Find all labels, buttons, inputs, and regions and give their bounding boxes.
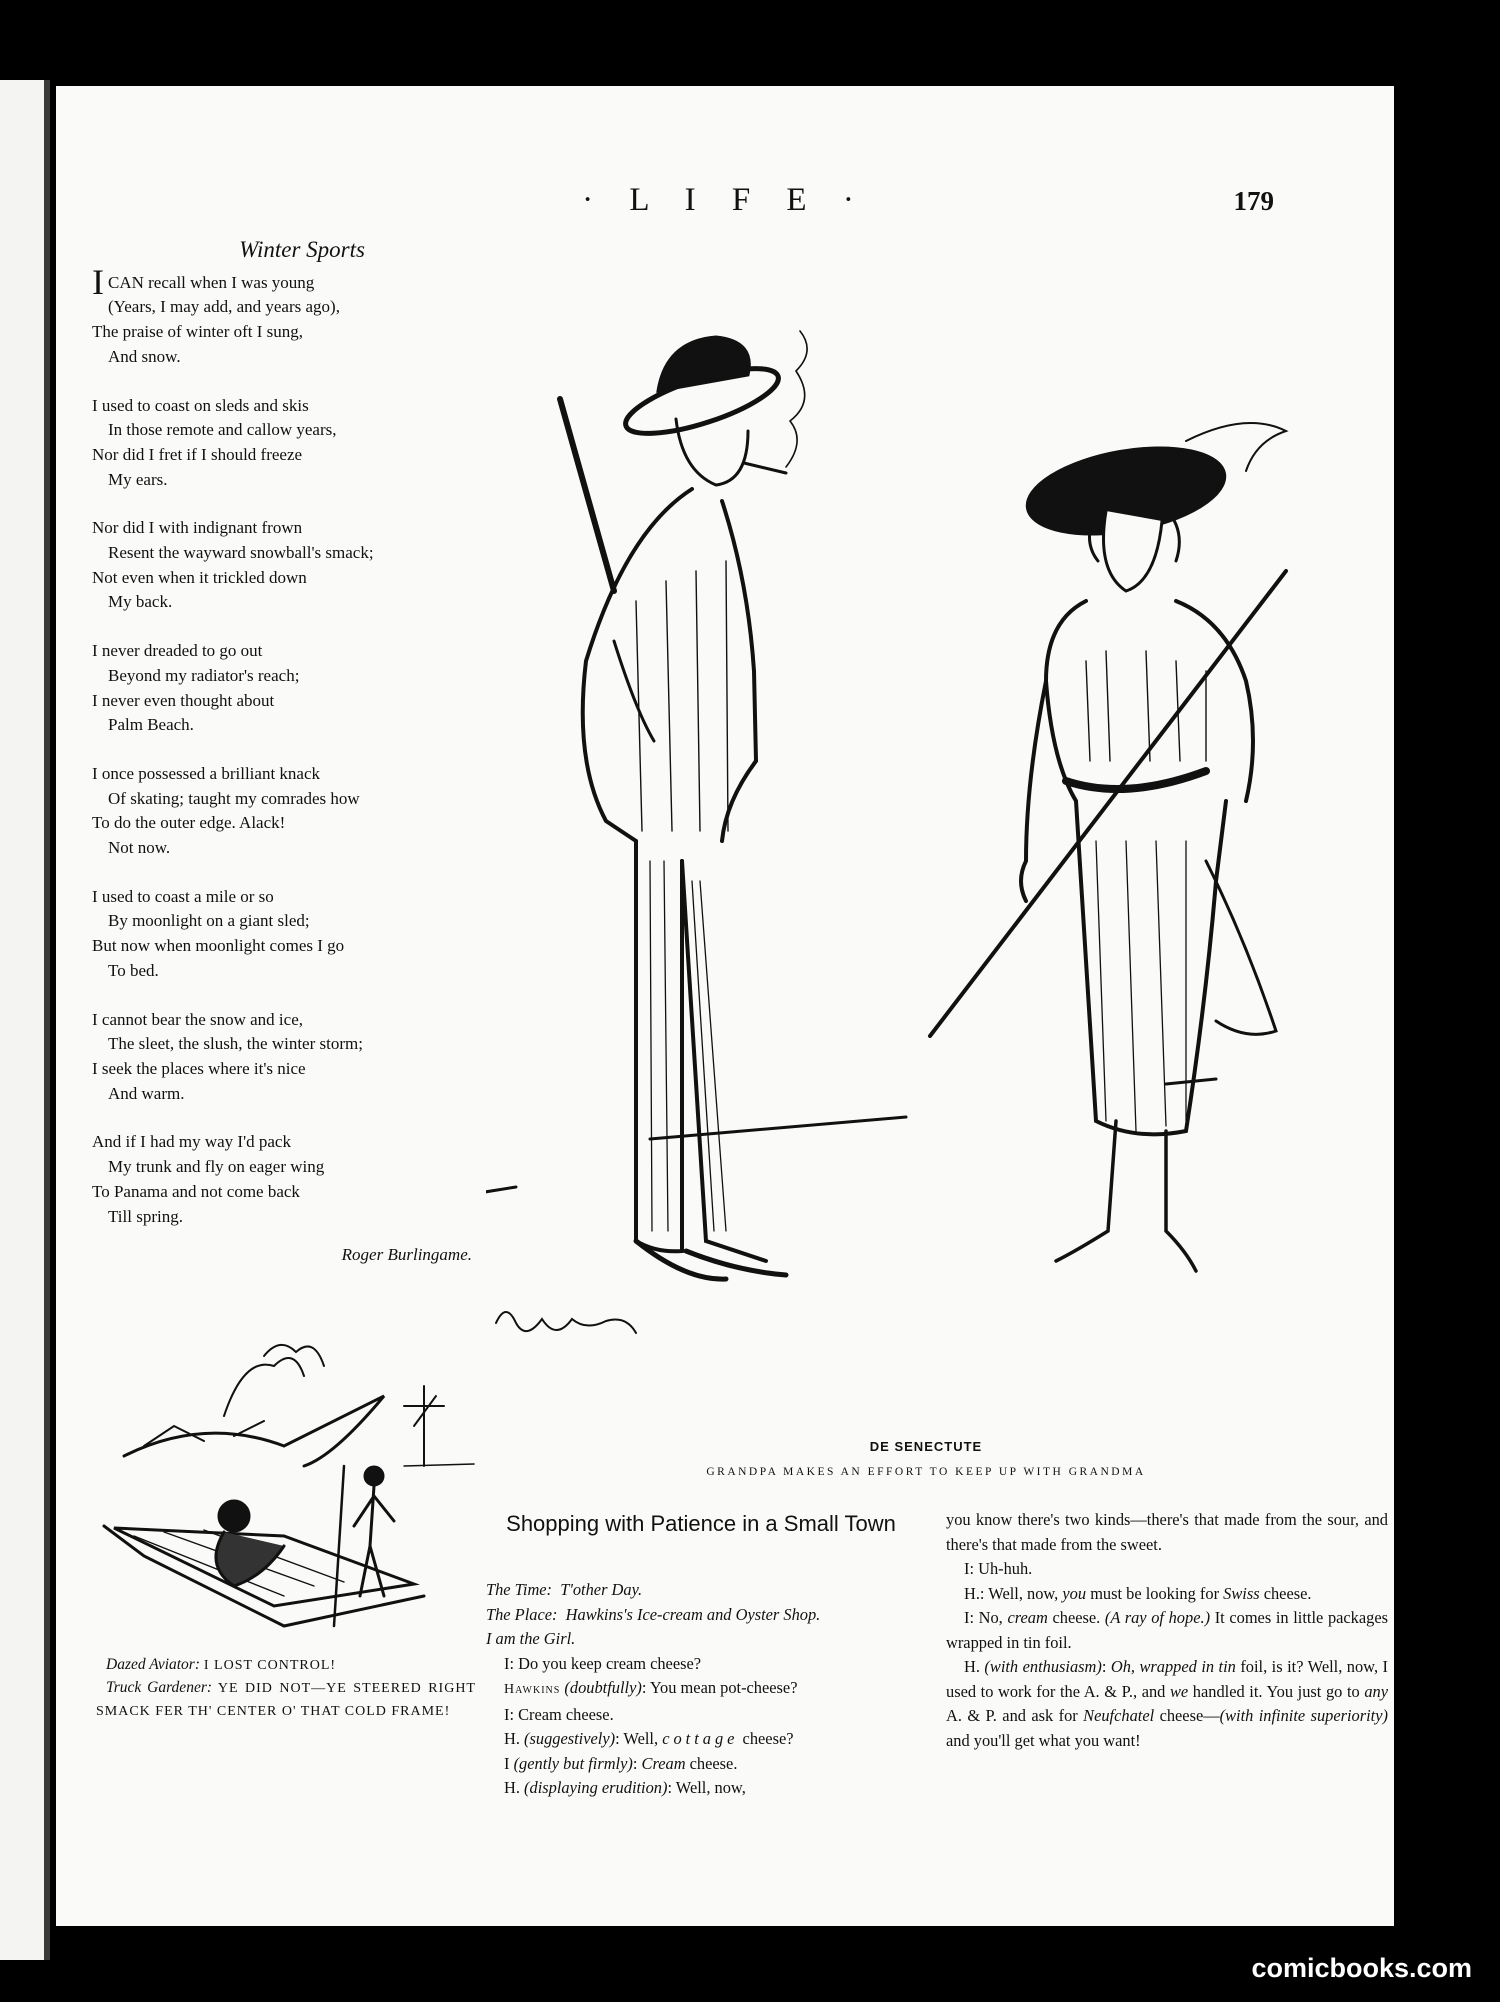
article-line: Hawkins (doubtfully): You mean pot-cheese? bbox=[504, 1678, 798, 1697]
article-column-2 bbox=[946, 1508, 1388, 1753]
poem-line: Nor did I fret if I should freeze bbox=[92, 444, 303, 464]
article-line: The Time: T'other Day. bbox=[486, 1580, 643, 1599]
stanza bbox=[92, 394, 472, 493]
poem-line: Nor did I with indignant frown bbox=[92, 518, 303, 538]
joke-line: Dazed Aviator: I LOST CONTROL! bbox=[106, 1656, 337, 1673]
cartoon-illustration bbox=[486, 241, 1366, 1416]
poem-line: My trunk and fly on eager wing bbox=[108, 1157, 325, 1177]
drop-cap: I bbox=[92, 261, 104, 302]
poem-line: I never even thought about bbox=[92, 690, 275, 710]
article-line: you know there's two kinds—there's that made from the sour, and there's that made from the sweet. bbox=[946, 1510, 1388, 1554]
stanza bbox=[92, 639, 472, 738]
stanza bbox=[92, 762, 472, 861]
cartoon-subtitle: GRANDPA MAKES AN EFFORT TO KEEP UP WITH GRANDMA bbox=[706, 1466, 1146, 1478]
poem-line: But now when moonlight comes I go bbox=[92, 936, 345, 956]
poem-line: Not even when it trickled down bbox=[92, 567, 307, 587]
article-line: I am the Girl. bbox=[486, 1629, 576, 1648]
poem-title: Winter Sports bbox=[239, 237, 365, 262]
adjacent-page-edge bbox=[0, 80, 50, 1960]
poem-line: And snow. bbox=[108, 346, 181, 366]
poem-line: By moonlight on a giant sled; bbox=[108, 911, 310, 931]
article-line: I (gently but firmly): Cream cheese. bbox=[504, 1753, 738, 1773]
aviator-cartoon bbox=[84, 1296, 484, 1641]
poem-line: In those remote and callow years, bbox=[108, 420, 337, 440]
poem-line: To do the outer edge. Alack! bbox=[92, 813, 286, 833]
stanza bbox=[92, 1008, 472, 1107]
stanza bbox=[92, 261, 472, 370]
poem-line: CAN recall when I was young bbox=[108, 272, 315, 292]
masthead: · L I F E · bbox=[582, 182, 868, 218]
joke-line: Truck Gardener: YE DID NOT—YE STEERED RIGHT SMACK FER TH' CENTER O' THAT COLD FRAME! bbox=[96, 1679, 476, 1719]
poem-line: I seek the places where it's nice bbox=[92, 1058, 306, 1078]
poem-line: Resent the wayward snowball's smack; bbox=[108, 543, 374, 563]
poem-line: I cannot bear the snow and ice, bbox=[92, 1009, 303, 1029]
poem-line: My back. bbox=[108, 592, 173, 612]
aviator-joke bbox=[96, 1654, 476, 1723]
article-line: The Place: Hawkins's Ice-cream and Oyster Shop. bbox=[486, 1604, 821, 1624]
poem-line: And warm. bbox=[108, 1083, 185, 1103]
article-line: I: Uh-huh. bbox=[964, 1559, 1033, 1578]
article-line: H. (with enthusiasm): Oh, wrapped in tin foil, is it? Well, now, I used to work for the A. & P., and we handled it. You just go to any A. & P. and ask for Neufchatel cheese—(with infinite superiority) and you'll get what you want! bbox=[946, 1657, 1388, 1750]
watermark: comicbooks.com bbox=[1251, 1953, 1472, 1983]
stanza bbox=[92, 516, 472, 615]
article-line: H. (displaying erudition): Well, now, bbox=[504, 1778, 746, 1797]
article-line: I: Do you keep cream cheese? bbox=[504, 1653, 702, 1673]
article-title: Shopping with Patience in a Small Town bbox=[506, 1511, 896, 1536]
poem-line: Till spring. bbox=[108, 1206, 183, 1226]
poem-line: I used to coast a mile or so bbox=[92, 886, 274, 906]
poem bbox=[92, 238, 472, 1268]
article-line: H. (suggestively): Well, cottage cheese? bbox=[504, 1729, 794, 1748]
article-line: H.: Well, now, you must be looking for Swiss cheese. bbox=[964, 1583, 1312, 1603]
poem-line: Of skating; taught my comrades how bbox=[108, 788, 360, 808]
poem-line: And if I had my way I'd pack bbox=[92, 1132, 291, 1152]
poem-line: (Years, I may add, and years ago), bbox=[108, 297, 340, 317]
poem-line: Beyond my radiator's reach; bbox=[108, 665, 300, 685]
stanza bbox=[92, 885, 472, 984]
poem-line: Palm Beach. bbox=[108, 715, 194, 735]
poem-author: Roger Burlingame. bbox=[341, 1245, 472, 1265]
poem-line: To Panama and not come back bbox=[92, 1181, 300, 1201]
poem-line: The sleet, the slush, the winter storm; bbox=[108, 1034, 363, 1054]
poem-line: I never dreaded to go out bbox=[92, 641, 263, 661]
poem-line: To bed. bbox=[108, 960, 159, 980]
article-line: I: Cream cheese. bbox=[504, 1704, 614, 1724]
stanza bbox=[92, 1130, 472, 1229]
poem-line: Not now. bbox=[108, 838, 171, 858]
cartoon-title: DE SENECTUTE bbox=[869, 1439, 983, 1454]
poem-line: I once possessed a brilliant knack bbox=[92, 763, 321, 783]
article-line: I: No, cream cheese. (A ray of hope.) It comes in little packages wrapped in tin foil. bbox=[946, 1608, 1389, 1652]
poem-line: The praise of winter oft I sung, bbox=[92, 322, 304, 342]
poem-line: I used to coast on sleds and skis bbox=[92, 395, 309, 415]
article-column-1 bbox=[486, 1578, 922, 1801]
magazine-page bbox=[56, 86, 1394, 1926]
page-number: 179 bbox=[1233, 186, 1274, 216]
poem-line: My ears. bbox=[108, 469, 168, 489]
